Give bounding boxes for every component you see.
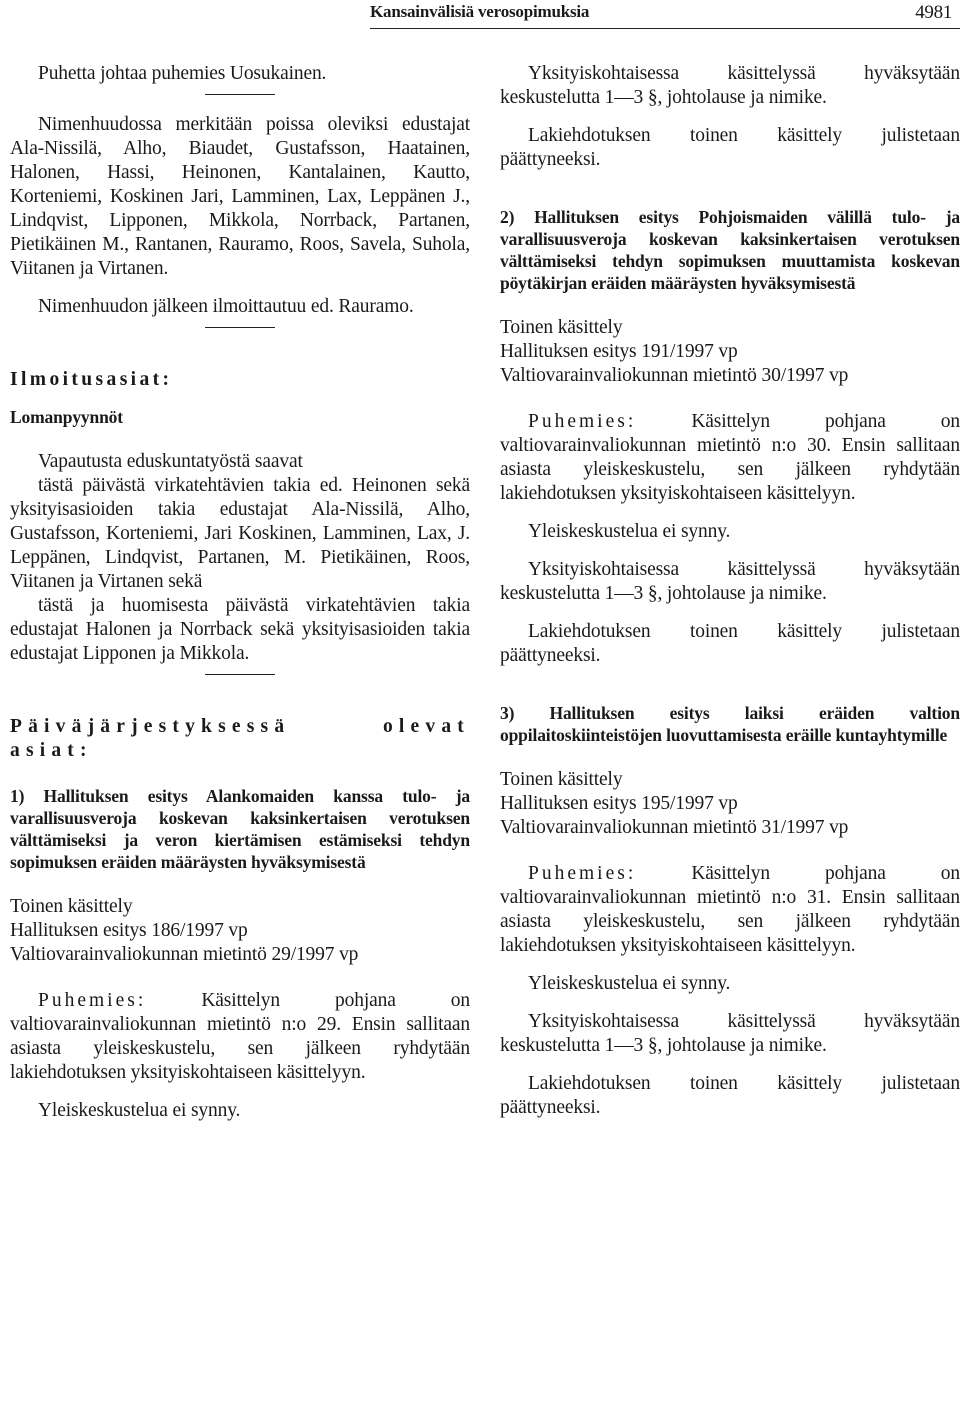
agenda-item-1-closed: Lakiehdotuksen toinen käsittely julistetaan päättyneeksi. [500,125,960,170]
agenda-item-1-title: 1) Hallituksen esitys Alankomaiden kanssa tulo- ja varallisuusveroja koskevan kaksinkertaisen verotuksen välttämiseksi ja veron kiertämisen estämiseksi tehdyn sopimuksen eräiden määräysten hyväksymisestä [10,786,470,872]
agenda-item-2-speaker-paragraph [500,410,960,506]
speaker-label: Puhemies: [38,990,147,1011]
agenda-item-2-detail: Yksityiskohtaisessa käsittelyssä hyväksytään keskustelutta 1—3 §, johtolause ja nimike. [500,559,960,604]
agenda-item-3-reading: Toinen käsittely [500,769,623,790]
leave-requests-heading: Lomanpyynnöt [10,407,123,427]
agenda-item-1-report: Valtiovarainvaliokunnan mietintö 29/1997 vp [10,944,359,965]
left-column [10,62,470,1123]
leave-lead: Vapautusta eduskuntatyöstä saavat [38,451,303,472]
speaker-label: Puhemies: [528,411,637,432]
agenda-item-1-detail: Yksityiskohtaisessa käsittelyssä hyväksytään keskustelutta 1—3 §, johtolause ja nimike. [500,63,960,108]
running-header-title: Kansainvälisiä verosopimuksia [370,2,590,21]
agenda-item-2-reading: Toinen käsittely [500,317,623,338]
leave-today-paragraph: tästä päivästä virkatehtävien takia ed. Heinonen sekä yksityisasioiden takia edustajat Ala-Nissilä, Alho, Gustafsson, Korteniemi, Jari Koskinen, Lamminen, Lax, J. Leppänen, Lindqvist, Partanen, M. Pietikäinen, Roos, Viitanen ja Virtanen sekä [10,475,470,592]
agenda-item-3-bill: Hallituksen esitys 195/1997 vp [500,793,738,814]
agenda-item-3-report: Valtiovarainvaliokunnan mietintö 31/1997 vp [500,817,849,838]
rollcall-absent-paragraph: Nimenhuudossa merkitään poissa oleviksi edustajat Ala-Nissilä, Alho, Biaudet, Gustafsson, Haatainen, Halonen, Hassi, Heinonen, Kantalainen, Kautto, Korteniemi, Koskinen Jari, Lamminen, Lax, Leppänen J., Lindqvist, Lipponen, Mikkola, Norrback, Partanen, Pietikäinen M., Rantanen, Rauramo, Roos, Savela, Suhola, Viitanen ja Virtanen. [10,114,470,279]
agenda-item-2-no-debate: Yleiskeskustelua ei synny. [528,521,731,542]
right-column [500,62,960,1120]
agenda-item-3-no-debate: Yleiskeskustelua ei synny. [528,973,731,994]
agenda-heading: Päiväjärjestyksessä olevat asiat: [10,716,470,761]
agenda-item-3-detail: Yksityiskohtaisessa käsittelyssä hyväksytään keskustelutta 1—3 §, johtolause ja nimike. [500,1011,960,1056]
agenda-item-1-bill: Hallituksen esitys 186/1997 vp [10,920,248,941]
agenda-item-1-speaker-paragraph [10,989,470,1085]
speaker-text: Käsittelyn pohjana on valtiovarainvaliokunnan mietintö n:o 30. Ensin sallitaan asiasta yleiskeskustelu, sen jälkeen ryhdytään lakiehdotuksen yksityiskohtaiseen käsittelyyn. [500,411,960,504]
agenda-item-1-no-debate: Yleiskeskustelua ei synny. [38,1100,241,1121]
agenda-item-3-title: 3) Hallituksen esitys laiksi eräiden valtion oppilaitoskiinteistöjen luovuttamisesta eräille kuntayhtymille [500,703,960,745]
agenda-item-2-title: 2) Hallituksen esitys Pohjoismaiden välillä tulo- ja varallisuusveroja koskevan kaksinkertaisen verotuksen välttämiseksi tehdyn sopimuksen muuttamista koskevan pöytäkirjan eräiden määräysten hyväksymisestä [500,207,960,293]
page-number: 4981 [915,2,952,23]
notices-heading: Ilmoitusasiat: [10,369,173,390]
section-divider [205,674,275,675]
rollcall-after-paragraph: Nimenhuudon jälkeen ilmoittautuu ed. Rauramo. [38,296,414,317]
agenda-item-3-closed: Lakiehdotuksen toinen käsittely julistetaan päättyneeksi. [500,1073,960,1118]
agenda-item-1-reading: Toinen käsittely [10,896,133,917]
section-divider [205,327,275,328]
leave-tomorrow-paragraph: tästä ja huomisesta päivästä virkatehtävien takia edustajat Halonen ja Norrback sekä yksityisasioiden takia edustajat Lipponen ja Mikkola. [10,595,470,664]
agenda-item-2-report: Valtiovarainvaliokunnan mietintö 30/1997 vp [500,365,849,386]
speaker-label: Puhemies: [528,863,637,884]
speaker-text: Käsittelyn pohjana on valtiovarainvaliokunnan mietintö n:o 31. Ensin sallitaan asiasta yleiskeskustelu, sen jälkeen ryhdytään lakiehdotuksen yksityiskohtaiseen käsittelyyn. [500,863,960,956]
speaker-text: Käsittelyn pohjana on valtiovarainvaliokunnan mietintö n:o 29. Ensin sallitaan asiasta yleiskeskustelu, sen jälkeen ryhdytään lakiehdotuksen yksityiskohtaiseen käsittelyyn. [10,990,470,1083]
agenda-item-3-speaker-paragraph [500,862,960,958]
section-divider [205,94,275,95]
chair-statement: Puhetta johtaa puhemies Uosukainen. [38,63,327,84]
agenda-item-2-bill: Hallituksen esitys 191/1997 vp [500,341,738,362]
header-rule [370,28,960,29]
agenda-item-2-closed: Lakiehdotuksen toinen käsittely julistetaan päättyneeksi. [500,621,960,666]
